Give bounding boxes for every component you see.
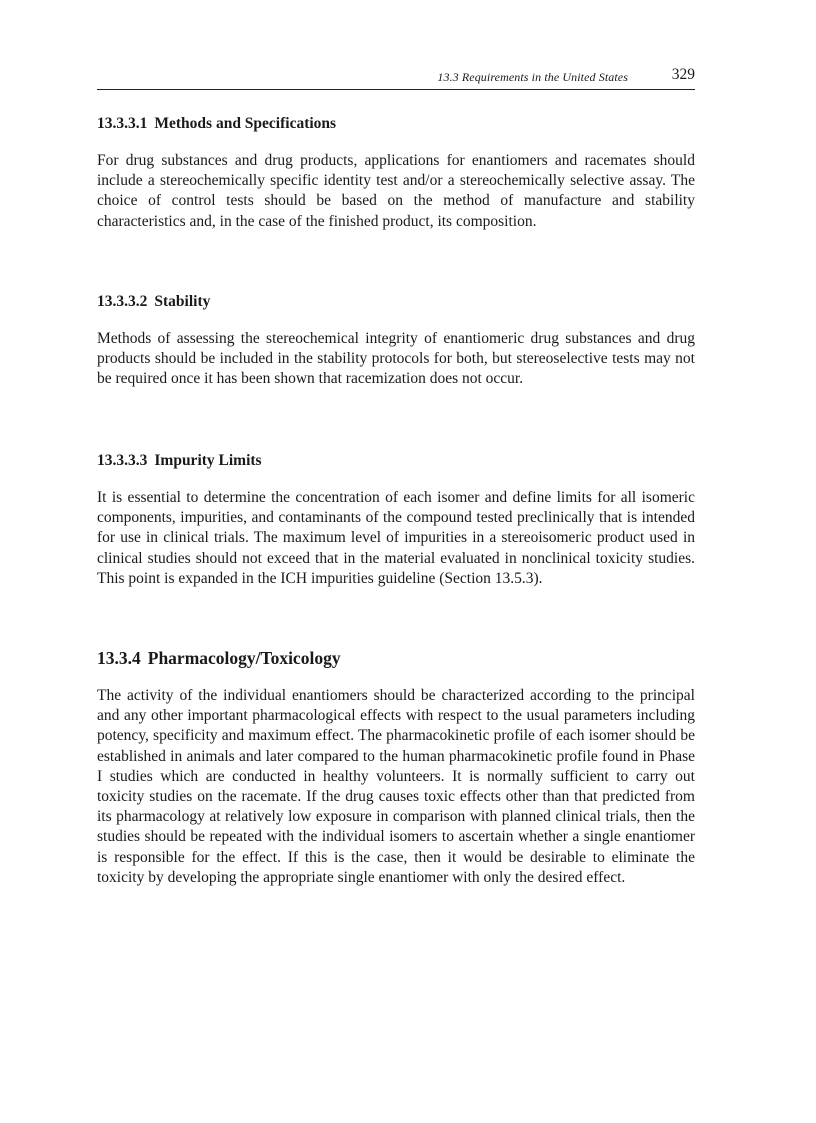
section-title: Pharmacology/Toxicology (147, 648, 341, 668)
running-title: 13.3 Requirements in the United States (437, 70, 628, 84)
section-number: 13.3.4 (97, 648, 141, 668)
section-number: 13.3.3.1 (97, 115, 148, 132)
section-number: 13.3.3.2 (97, 293, 148, 310)
section-heading (97, 114, 695, 134)
section-pharmacology-toxicology (97, 647, 695, 888)
section-heading (97, 647, 695, 669)
section-number: 13.3.3.3 (97, 452, 148, 469)
section-paragraph: It is essential to determine the concentration of each isomer and define limits for all isomeric components, impurities, and contaminants of the compound tested preclinically that is intended for use in clinical trials. The maximum level of impurities in a stereoisomeric product used in clinical studies should not exceed that in the material evaluated in nonclinical toxicity studies. This point is expanded in the ICH impurities guideline (Section 13.5.3). (97, 489, 695, 587)
section-title: Stability (154, 293, 211, 310)
section-paragraph: For drug substances and drug products, applications for enantiomers and racemates should include a stereochemically specific identity test and/or a stereochemically selective assay. The choice of control tests should be based on the method of manufacture and stability characteristics and, in the case of the finished product, its composition. (97, 152, 695, 230)
section-title: Impurity Limits (154, 452, 262, 469)
section-heading (97, 292, 695, 312)
section-impurity-limits (97, 451, 695, 589)
page-number: 329 (671, 66, 695, 83)
section-methods-and-specifications (97, 114, 695, 232)
section-heading (97, 451, 695, 471)
section-title: Methods and Specifications (154, 115, 337, 132)
section-paragraph: The activity of the individual enantiomers should be characterized according to the principal and any other important pharmacological effects with respect to the usual parameters including potency, specificity and maximum effect. The pharmacokinetic profile of each isomer should be established in animals and later compared to the human pharmacokinetic profile found in Phase I studies which are conducted in healthy volunteers. It is normally sufficient to carry out toxicity studies on the racemate. If the drug causes toxic effects other than that predicted from its pharmacology at relatively low exposure in comparison with planned clinical trials, then the studies should be repeated with the individual isomers to ascertain whether a single enantiomer is responsible for the effect. If this is the case, then it would be desirable to eliminate the toxicity by developing the appropriate single enantiomer with only the desired effect. (97, 687, 695, 886)
running-header (97, 67, 695, 90)
section-stability (97, 292, 695, 390)
section-paragraph: Methods of assessing the stereochemical integrity of enantiomeric drug substances and drug products should be included in the stability protocols for both, but stereoselective tests may not be required once it has been shown that racemization does not occur. (97, 330, 695, 388)
